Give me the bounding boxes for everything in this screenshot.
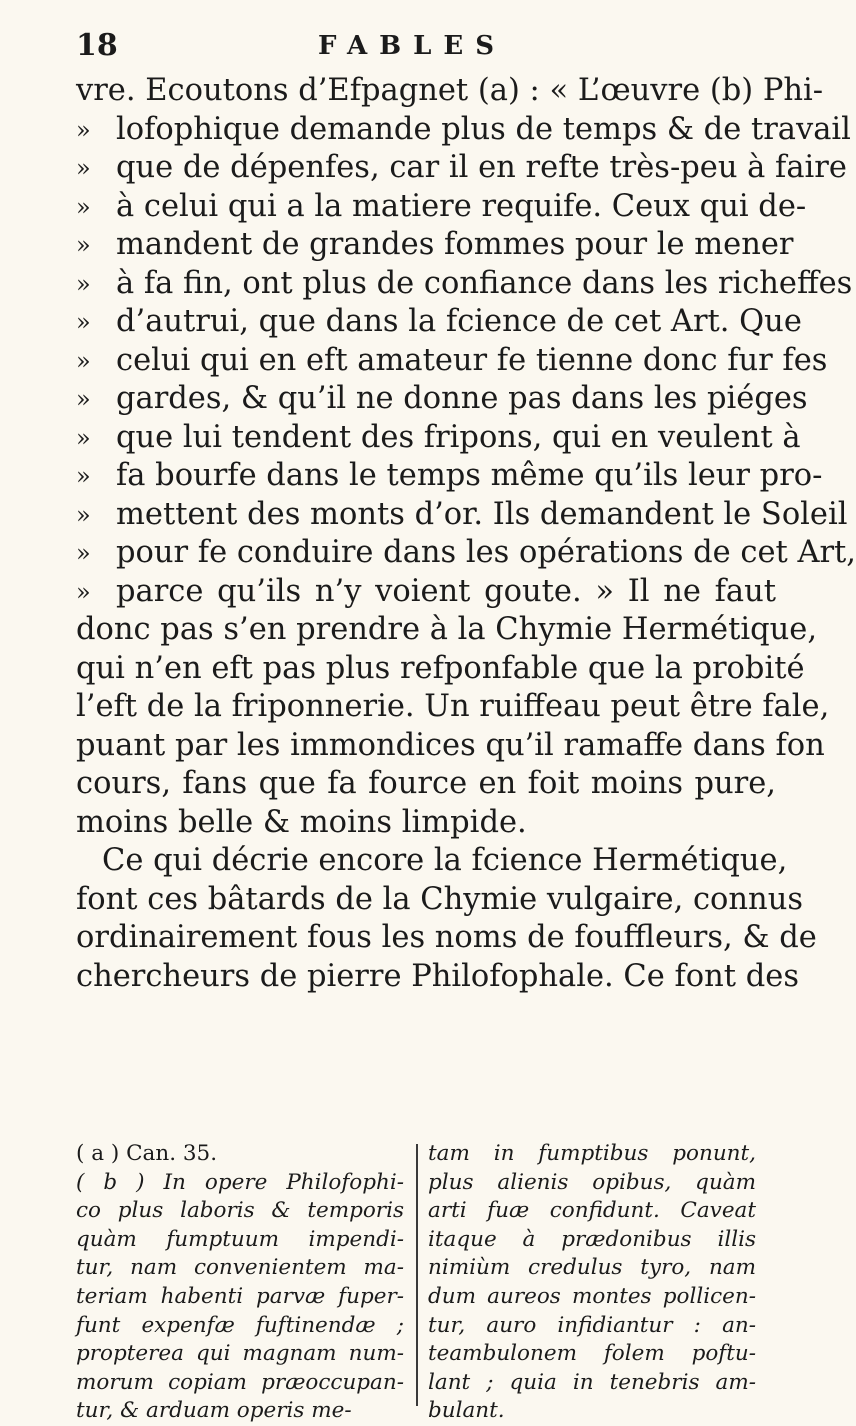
text-line [76, 303, 802, 342]
footnotes [76, 1140, 766, 1424]
line-text: celui qui en eft amateur fe tienne donc fur fes [116, 342, 828, 378]
footnote-line: teambulonem folem poftu- [428, 1341, 756, 1367]
footnote-column-right [428, 1140, 756, 1426]
line-text: parce qu’ils n’y voient goute. » Il ne faut [116, 573, 776, 609]
footnote-line: dum aureos montes pollicen- [428, 1283, 756, 1309]
quote-mark: » [76, 385, 91, 413]
footnote-line: plus alienis opibus, quàm [428, 1169, 756, 1195]
text-line [76, 842, 788, 881]
text-line [76, 611, 818, 650]
line-text: chercheurs de pierre Philofophale. Ce font des [76, 958, 799, 994]
text-line [76, 496, 848, 535]
quote-mark: » [76, 539, 91, 567]
footnote-line: morum copiam præoccupan- [76, 1369, 404, 1395]
text-line [76, 72, 824, 111]
quote-mark: » [76, 308, 91, 336]
footnote-line: teriam habenti parvæ fuper- [76, 1283, 404, 1309]
text-line [76, 765, 776, 804]
footnote-line: quàm fumptuum impendi- [76, 1226, 404, 1252]
main-text [76, 72, 856, 996]
footnote-line: tur, nam convenientem ma- [76, 1255, 404, 1281]
text-line [76, 804, 776, 843]
line-text: que lui tendent des fripons, qui en veulent à [116, 419, 801, 455]
line-text: mandent de grandes fommes pour le mener [116, 227, 794, 262]
footnote-line: ( b ) In opere Philofophi- [76, 1169, 404, 1195]
footnote-line: tam in fumptibus ponunt, [428, 1141, 756, 1166]
text-line [76, 688, 830, 727]
text-line [76, 919, 817, 958]
text-line [76, 534, 856, 573]
line-text: que de dépenfes, car il en refte très-peu à faire [116, 150, 847, 185]
text-line [76, 573, 776, 612]
text-line [76, 226, 794, 265]
line-text: moins belle & moins limpide. [76, 804, 527, 840]
quote-mark: » [76, 346, 91, 375]
footnote-column-left [76, 1140, 404, 1426]
text-line [76, 188, 807, 227]
footnote-line: arti fuæ confidunt. Caveat [428, 1198, 756, 1224]
line-text: Ce qui décrie encore la fcience Hermétique, [102, 843, 788, 878]
text-line [76, 149, 847, 188]
text-line [76, 380, 808, 419]
footnote-line: ( a ) Can. 35. [76, 1141, 218, 1166]
text-line [76, 650, 805, 689]
line-text: cours, fans que fa fource en foit moins pure, [76, 766, 776, 801]
text-line [76, 881, 803, 920]
line-text: gardes, & qu’il ne donne pas dans les piéges [116, 381, 808, 416]
text-line [76, 342, 828, 381]
footnote-line: lant ; quia in tenebris am- [428, 1369, 756, 1395]
line-text: d’autrui, que dans la fcience de cet Art. Que [116, 304, 802, 339]
page-number: 18 [76, 28, 118, 63]
quote-mark: » [76, 462, 91, 490]
text-line [76, 457, 823, 496]
line-text: ordinairement fous les noms de fouffleurs, & de [76, 920, 817, 955]
quote-mark: » [76, 423, 91, 452]
line-text: lofophique demande plus de temps & de travail [116, 111, 851, 147]
line-text: vre. Ecoutons d’Efpagnet (a) : « L’œuvre (b) Phi- [76, 73, 824, 108]
page-header [76, 28, 736, 64]
footnote-line: nimiùm credulus tyro, nam [428, 1255, 756, 1281]
quote-mark: » [76, 500, 91, 529]
footnote-line: co plus laboris & temporis [76, 1198, 404, 1224]
quote-mark: » [76, 269, 91, 298]
text-line [76, 265, 853, 304]
footnote-line: propterea qui magnam num- [76, 1341, 404, 1367]
line-text: puant par les immondices qu’il ramaffe dans fon [76, 727, 825, 763]
footnote-line: tur, auro infidiantur : an- [428, 1312, 756, 1338]
line-text: pour fe conduire dans les opérations de cet Art, [116, 535, 856, 570]
footnote-line: bulant. [428, 1398, 505, 1424]
column-divider [416, 1144, 418, 1406]
line-text: fa bourfe dans le temps même qu’ils leur pro- [116, 458, 823, 493]
quote-mark: » [76, 577, 91, 606]
text-line [76, 111, 851, 150]
quote-mark: » [76, 115, 91, 144]
quote-mark: » [76, 154, 91, 182]
line-text: mettent des monts d’or. Ils demandent le Soleil [116, 496, 848, 532]
footnote-line: itaque à prædonibus illis [428, 1226, 756, 1252]
running-title: FABLES [318, 31, 506, 61]
line-text: qui n’en eft pas plus refponfable que la probité [76, 650, 805, 686]
quote-mark: » [76, 192, 91, 221]
footnote-line: tur, & arduam operis me- [76, 1398, 352, 1424]
footnote-line: funt expenfæ fuftinendæ ; [76, 1312, 404, 1338]
line-text: donc pas s’en prendre à la Chymie Hermétique, [76, 612, 818, 647]
text-line [76, 727, 825, 766]
line-text: à fa fin, ont plus de confiance dans les richeffes [116, 265, 853, 301]
quote-mark: » [76, 231, 91, 259]
text-line [76, 419, 801, 458]
text-line [76, 958, 799, 997]
line-text: l’eft de la friponnerie. Un ruiffeau peut être fale, [76, 689, 830, 724]
line-text: à celui qui a la matiere requife. Ceux qui de- [116, 188, 807, 224]
line-text: font ces bâtards de la Chymie vulgaire, connus [76, 881, 803, 917]
